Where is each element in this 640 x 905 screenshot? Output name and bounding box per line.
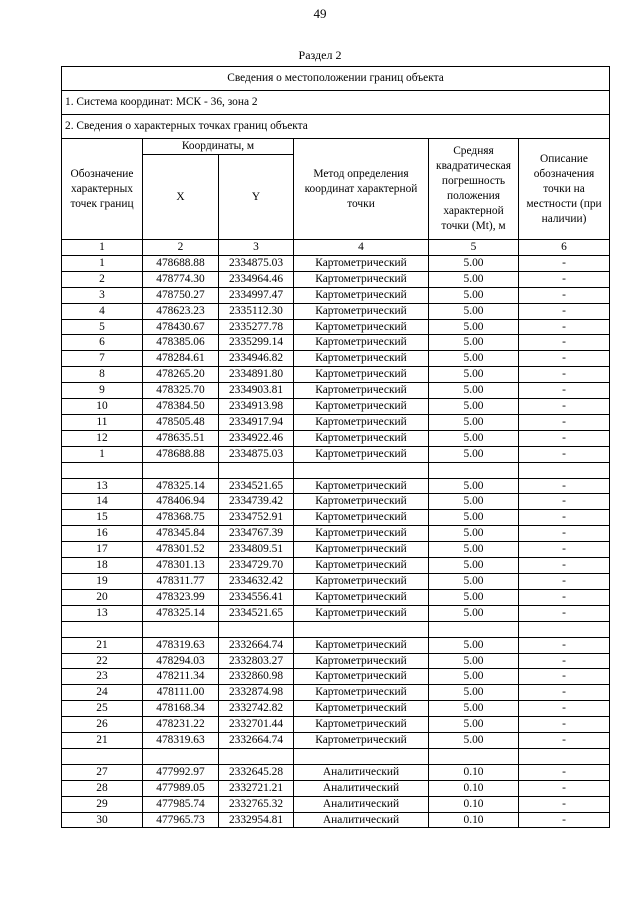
empty-cell [62, 621, 143, 637]
y-coord-cell: 2332645.28 [219, 764, 294, 780]
x-coord-cell: 478623.23 [143, 303, 219, 319]
point-id-cell: 14 [62, 494, 143, 510]
error-cell: 5.00 [429, 574, 519, 590]
y-coord-cell: 2334891.80 [219, 367, 294, 383]
description-cell: - [519, 558, 610, 574]
point-id-cell: 6 [62, 335, 143, 351]
error-cell: 5.00 [429, 653, 519, 669]
empty-cell [219, 621, 294, 637]
x-coord-cell: 478111.00 [143, 685, 219, 701]
empty-cell [294, 621, 429, 637]
point-id-cell: 10 [62, 399, 143, 415]
method-cell: Картометрический [294, 367, 429, 383]
method-cell: Картометрический [294, 701, 429, 717]
x-coord-cell: 478385.06 [143, 335, 219, 351]
column-number: 3 [219, 240, 294, 256]
point-id-cell: 24 [62, 685, 143, 701]
x-coord-cell: 478368.75 [143, 510, 219, 526]
empty-cell [429, 462, 519, 478]
point-id-cell: 5 [62, 319, 143, 335]
x-coord-cell: 478211.34 [143, 669, 219, 685]
table-row [62, 605, 610, 621]
empty-cell [143, 748, 219, 764]
table-row [62, 685, 610, 701]
description-cell: - [519, 653, 610, 669]
error-cell: 5.00 [429, 526, 519, 542]
table-row [62, 637, 610, 653]
y-coord-cell: 2332765.32 [219, 796, 294, 812]
method-cell: Картометрический [294, 589, 429, 605]
y-coord-cell: 2334922.46 [219, 430, 294, 446]
error-cell: 5.00 [429, 685, 519, 701]
error-cell: 5.00 [429, 367, 519, 383]
description-cell: - [519, 303, 610, 319]
y-coord-cell: 2332701.44 [219, 717, 294, 733]
table-row [62, 526, 610, 542]
empty-cell [429, 748, 519, 764]
table-row [62, 589, 610, 605]
description-cell: - [519, 287, 610, 303]
method-cell: Картометрический [294, 494, 429, 510]
empty-cell [62, 748, 143, 764]
point-id-cell: 23 [62, 669, 143, 685]
x-coord-cell: 478430.67 [143, 319, 219, 335]
column-number: 6 [519, 240, 610, 256]
column-number: 2 [143, 240, 219, 256]
x-coord-cell: 478231.22 [143, 717, 219, 733]
table-row [62, 669, 610, 685]
empty-cell [519, 748, 610, 764]
error-cell: 5.00 [429, 478, 519, 494]
method-cell: Аналитический [294, 812, 429, 828]
description-cell: - [519, 351, 610, 367]
x-coord-cell: 477985.74 [143, 796, 219, 812]
point-id-cell: 11 [62, 414, 143, 430]
x-coord-cell: 478284.61 [143, 351, 219, 367]
method-cell: Картометрический [294, 685, 429, 701]
point-id-cell: 29 [62, 796, 143, 812]
point-id-cell: 25 [62, 701, 143, 717]
error-cell: 5.00 [429, 717, 519, 733]
y-coord-cell: 2334875.03 [219, 255, 294, 271]
x-coord-cell: 478325.14 [143, 605, 219, 621]
column-number: 5 [429, 240, 519, 256]
table-row [62, 764, 610, 780]
y-coord-cell: 2332954.81 [219, 812, 294, 828]
description-cell: - [519, 335, 610, 351]
description-cell: - [519, 701, 610, 717]
x-coord-cell: 478319.63 [143, 637, 219, 653]
description-cell: - [519, 430, 610, 446]
y-coord-cell: 2334946.82 [219, 351, 294, 367]
col-header-y: Y [219, 155, 294, 240]
point-id-cell: 18 [62, 558, 143, 574]
method-cell: Картометрический [294, 478, 429, 494]
point-id-cell: 27 [62, 764, 143, 780]
x-coord-cell: 477965.73 [143, 812, 219, 828]
description-cell: - [519, 574, 610, 590]
x-coord-cell: 478311.77 [143, 574, 219, 590]
y-coord-cell: 2335299.14 [219, 335, 294, 351]
table-row [62, 510, 610, 526]
point-id-cell: 19 [62, 574, 143, 590]
method-cell: Картометрический [294, 510, 429, 526]
method-cell: Картометрический [294, 430, 429, 446]
col-header-point: Обозначение характерных точек границ [62, 139, 143, 240]
error-cell: 0.10 [429, 812, 519, 828]
table-row [62, 558, 610, 574]
error-cell: 5.00 [429, 287, 519, 303]
point-id-cell: 22 [62, 653, 143, 669]
description-cell: - [519, 812, 610, 828]
table-row [62, 494, 610, 510]
description-cell: - [519, 542, 610, 558]
y-coord-cell: 2334875.03 [219, 446, 294, 462]
table-row [62, 733, 610, 749]
y-coord-cell: 2334964.46 [219, 271, 294, 287]
description-cell: - [519, 399, 610, 415]
description-cell: - [519, 510, 610, 526]
y-coord-cell: 2334997.47 [219, 287, 294, 303]
column-number: 4 [294, 240, 429, 256]
table-row [62, 574, 610, 590]
point-id-cell: 13 [62, 605, 143, 621]
table-title: Сведения о местоположении границ объекта [62, 67, 610, 91]
empty-cell [519, 462, 610, 478]
table-row [62, 446, 610, 462]
y-coord-cell: 2332664.74 [219, 637, 294, 653]
table-row [62, 335, 610, 351]
y-coord-cell: 2334556.41 [219, 589, 294, 605]
method-cell: Картометрический [294, 399, 429, 415]
y-coord-cell: 2334767.39 [219, 526, 294, 542]
error-cell: 5.00 [429, 558, 519, 574]
method-cell: Аналитический [294, 780, 429, 796]
error-cell: 5.00 [429, 733, 519, 749]
method-cell: Картометрический [294, 414, 429, 430]
description-cell: - [519, 733, 610, 749]
point-id-cell: 20 [62, 589, 143, 605]
y-coord-cell: 2334739.42 [219, 494, 294, 510]
col-header-error: Средняя квадратическая погрешность положения характерной точки (Mt), м [429, 139, 519, 240]
error-cell: 0.10 [429, 780, 519, 796]
table-row [62, 255, 610, 271]
table-row [62, 812, 610, 828]
error-cell: 0.10 [429, 796, 519, 812]
table-row [62, 367, 610, 383]
method-cell: Картометрический [294, 255, 429, 271]
col-header-coords: Координаты, м [143, 139, 294, 155]
table-row [62, 717, 610, 733]
table-row [62, 780, 610, 796]
description-cell: - [519, 526, 610, 542]
description-cell: - [519, 494, 610, 510]
method-cell: Картометрический [294, 526, 429, 542]
y-coord-cell: 2335112.30 [219, 303, 294, 319]
error-cell: 5.00 [429, 351, 519, 367]
group-separator-row [62, 462, 610, 478]
x-coord-cell: 478505.48 [143, 414, 219, 430]
x-coord-cell: 478325.70 [143, 383, 219, 399]
error-cell: 5.00 [429, 510, 519, 526]
empty-cell [219, 462, 294, 478]
empty-cell [294, 748, 429, 764]
x-coord-cell: 478774.30 [143, 271, 219, 287]
group-separator-row [62, 621, 610, 637]
empty-cell [429, 621, 519, 637]
method-cell: Картометрический [294, 319, 429, 335]
x-coord-cell: 478406.94 [143, 494, 219, 510]
description-cell: - [519, 605, 610, 621]
point-id-cell: 3 [62, 287, 143, 303]
method-cell: Картометрический [294, 653, 429, 669]
error-cell: 5.00 [429, 271, 519, 287]
x-coord-cell: 477989.05 [143, 780, 219, 796]
method-cell: Картометрический [294, 271, 429, 287]
point-id-cell: 8 [62, 367, 143, 383]
error-cell: 5.00 [429, 542, 519, 558]
y-coord-cell: 2334809.51 [219, 542, 294, 558]
description-cell: - [519, 685, 610, 701]
coord-system-row: 1. Система координат: МСК - 36, зона 2 [62, 91, 610, 115]
x-coord-cell: 478688.88 [143, 446, 219, 462]
error-cell: 5.00 [429, 669, 519, 685]
x-coord-cell: 478294.03 [143, 653, 219, 669]
point-id-cell: 21 [62, 637, 143, 653]
boundary-points-table [61, 66, 610, 828]
method-cell: Аналитический [294, 796, 429, 812]
error-cell: 5.00 [429, 494, 519, 510]
point-id-cell: 9 [62, 383, 143, 399]
y-coord-cell: 2334917.94 [219, 414, 294, 430]
description-cell: - [519, 367, 610, 383]
point-id-cell: 26 [62, 717, 143, 733]
method-cell: Картометрический [294, 383, 429, 399]
table-row [62, 653, 610, 669]
point-id-cell: 17 [62, 542, 143, 558]
error-cell: 5.00 [429, 701, 519, 717]
error-cell: 0.10 [429, 764, 519, 780]
method-cell: Картометрический [294, 335, 429, 351]
y-coord-cell: 2332742.82 [219, 701, 294, 717]
table-row [62, 430, 610, 446]
method-cell: Картометрический [294, 558, 429, 574]
x-coord-cell: 478345.84 [143, 526, 219, 542]
point-id-cell: 1 [62, 446, 143, 462]
empty-cell [143, 621, 219, 637]
col-header-method: Метод определения координат характерной точки [294, 139, 429, 240]
table-row [62, 319, 610, 335]
table-row [62, 414, 610, 430]
point-id-cell: 12 [62, 430, 143, 446]
description-cell: - [519, 383, 610, 399]
y-coord-cell: 2332664.74 [219, 733, 294, 749]
table-row [62, 701, 610, 717]
error-cell: 5.00 [429, 637, 519, 653]
y-coord-cell: 2334521.65 [219, 478, 294, 494]
error-cell: 5.00 [429, 589, 519, 605]
x-coord-cell: 478750.27 [143, 287, 219, 303]
error-cell: 5.00 [429, 383, 519, 399]
x-coord-cell: 478301.52 [143, 542, 219, 558]
point-id-cell: 15 [62, 510, 143, 526]
description-cell: - [519, 780, 610, 796]
section-title: Раздел 2 [298, 48, 342, 62]
table-row [62, 271, 610, 287]
col-header-description: Описание обозначения точки на местности (при наличии) [519, 139, 610, 240]
y-coord-cell: 2334521.65 [219, 605, 294, 621]
table-row [62, 399, 610, 415]
point-id-cell: 30 [62, 812, 143, 828]
description-cell: - [519, 764, 610, 780]
method-cell: Аналитический [294, 764, 429, 780]
description-cell: - [519, 319, 610, 335]
method-cell: Картометрический [294, 733, 429, 749]
method-cell: Картометрический [294, 669, 429, 685]
empty-cell [62, 462, 143, 478]
empty-cell [143, 462, 219, 478]
table-row [62, 351, 610, 367]
table-row [62, 796, 610, 812]
description-cell: - [519, 589, 610, 605]
error-cell: 5.00 [429, 335, 519, 351]
method-cell: Картометрический [294, 287, 429, 303]
y-coord-cell: 2332803.27 [219, 653, 294, 669]
y-coord-cell: 2334752.91 [219, 510, 294, 526]
method-cell: Картометрический [294, 446, 429, 462]
y-coord-cell: 2334729.70 [219, 558, 294, 574]
y-coord-cell: 2334903.81 [219, 383, 294, 399]
description-cell: - [519, 271, 610, 287]
description-cell: - [519, 796, 610, 812]
column-numbers-row [62, 240, 610, 256]
table-row [62, 303, 610, 319]
method-cell: Картометрический [294, 717, 429, 733]
table-row [62, 383, 610, 399]
x-coord-cell: 478301.13 [143, 558, 219, 574]
point-id-cell: 28 [62, 780, 143, 796]
method-cell: Картометрический [294, 605, 429, 621]
error-cell: 5.00 [429, 414, 519, 430]
x-coord-cell: 478323.99 [143, 589, 219, 605]
empty-cell [219, 748, 294, 764]
y-coord-cell: 2335277.78 [219, 319, 294, 335]
method-cell: Картометрический [294, 351, 429, 367]
x-coord-cell: 478635.51 [143, 430, 219, 446]
description-cell: - [519, 478, 610, 494]
method-cell: Картометрический [294, 303, 429, 319]
x-coord-cell: 478688.88 [143, 255, 219, 271]
table-row [62, 287, 610, 303]
error-cell: 5.00 [429, 605, 519, 621]
point-id-cell: 21 [62, 733, 143, 749]
description-cell: - [519, 669, 610, 685]
column-number: 1 [62, 240, 143, 256]
x-coord-cell: 478384.50 [143, 399, 219, 415]
error-cell: 5.00 [429, 303, 519, 319]
point-id-cell: 13 [62, 478, 143, 494]
y-coord-cell: 2334632.42 [219, 574, 294, 590]
x-coord-cell: 478265.20 [143, 367, 219, 383]
empty-cell [294, 462, 429, 478]
error-cell: 5.00 [429, 319, 519, 335]
point-id-cell: 2 [62, 271, 143, 287]
description-cell: - [519, 255, 610, 271]
point-id-cell: 1 [62, 255, 143, 271]
description-cell: - [519, 414, 610, 430]
col-header-x: X [143, 155, 219, 240]
point-id-cell: 7 [62, 351, 143, 367]
page-number: 49 [313, 6, 327, 21]
point-id-cell: 16 [62, 526, 143, 542]
table-row [62, 542, 610, 558]
group-separator-row [62, 748, 610, 764]
method-cell: Картометрический [294, 574, 429, 590]
y-coord-cell: 2332860.98 [219, 669, 294, 685]
y-coord-cell: 2332874.98 [219, 685, 294, 701]
x-coord-cell: 478168.34 [143, 701, 219, 717]
points-section-header: 2. Сведения о характерных точках границ объекта [62, 115, 610, 139]
x-coord-cell: 478325.14 [143, 478, 219, 494]
description-cell: - [519, 446, 610, 462]
method-cell: Картометрический [294, 542, 429, 558]
error-cell: 5.00 [429, 430, 519, 446]
table-row [62, 478, 610, 494]
error-cell: 5.00 [429, 255, 519, 271]
x-coord-cell: 478319.63 [143, 733, 219, 749]
method-cell: Картометрический [294, 637, 429, 653]
error-cell: 5.00 [429, 399, 519, 415]
y-coord-cell: 2334913.98 [219, 399, 294, 415]
error-cell: 5.00 [429, 446, 519, 462]
x-coord-cell: 477992.97 [143, 764, 219, 780]
empty-cell [519, 621, 610, 637]
point-id-cell: 4 [62, 303, 143, 319]
y-coord-cell: 2332721.21 [219, 780, 294, 796]
description-cell: - [519, 717, 610, 733]
description-cell: - [519, 637, 610, 653]
